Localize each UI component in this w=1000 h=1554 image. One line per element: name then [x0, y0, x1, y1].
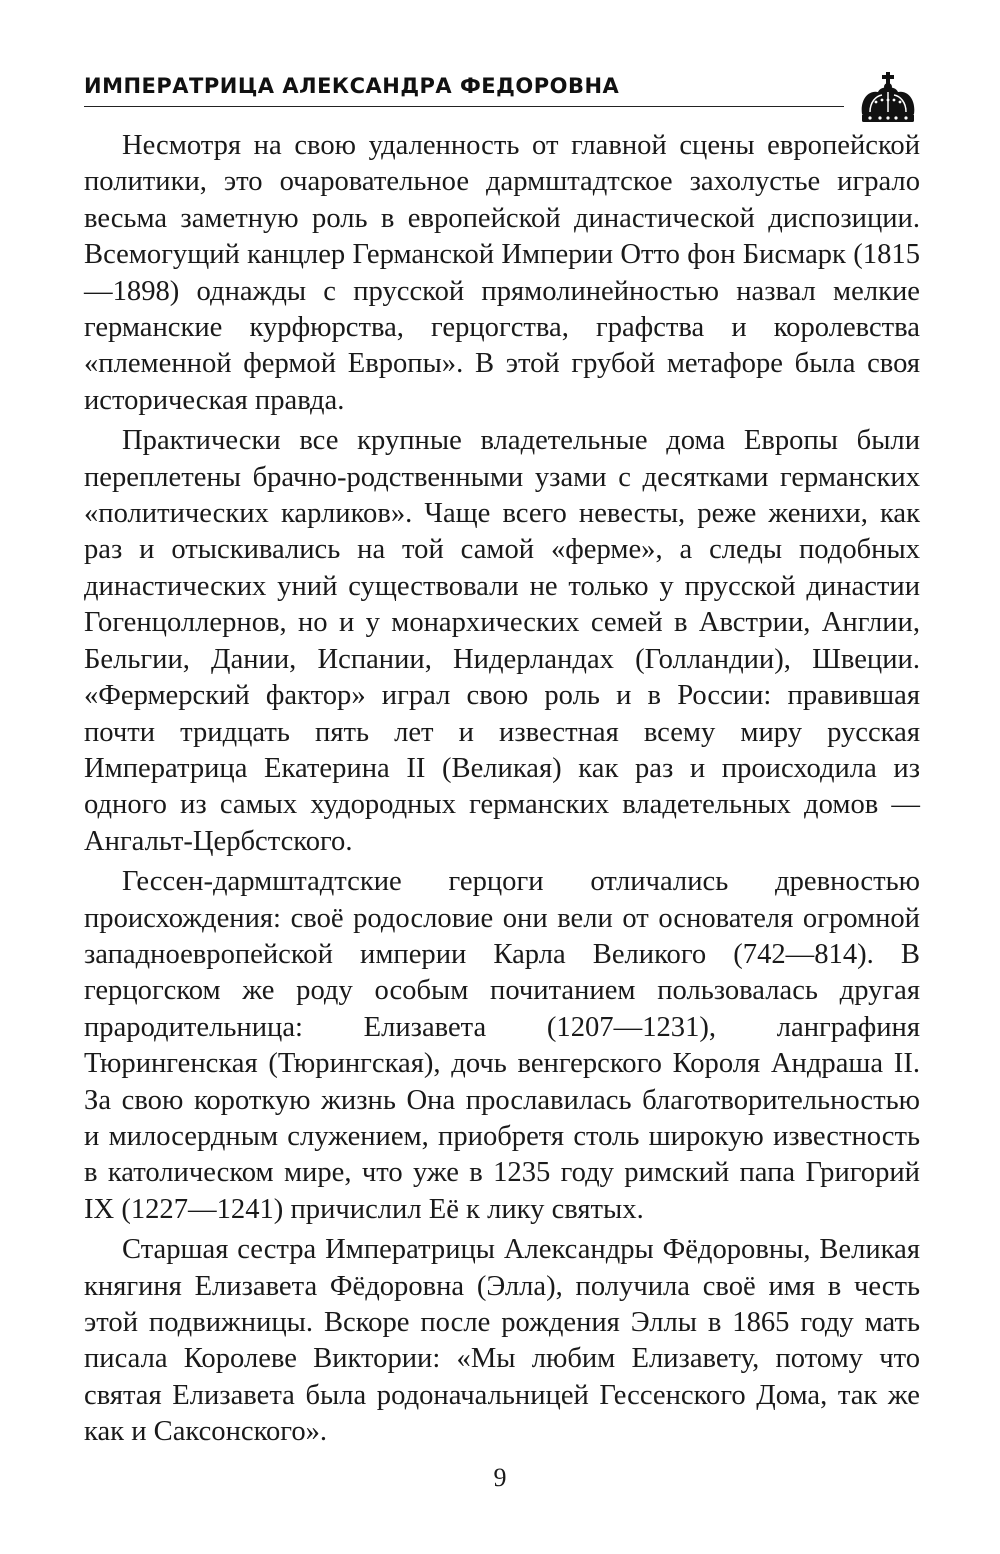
main-text [84, 128, 920, 1455]
running-header [84, 70, 920, 118]
paragraph: Несмотря на свою удаленность от главной сцены европейской политики, это очаровательное дармштадтское захолустье играло весьма заметную роль в европейской династической диспозиции. Всемогущий канцлер Германской Империи Отто фон Бисмарк (1815—1898) однажды с прусской прямолинейностью назвал мелкие германские курфюрства, герцогства, графства и королевства «племенной фермой Европы». В этой грубой метафоре была своя историческая правда. [84, 130, 920, 416]
paragraph: Гессен-дармштадтские герцоги отличались древностью происхождения: своё родословие они вели от основателя огромной западноевропейской империи Карла Великого (742—814). В герцогском же роду особым почитанием пользовалась другая прародительница: Елизавета (1207—1231), ланграфиня Тюрингенская (Тюрингская), дочь венгерского Короля Андраша II. За свою короткую жизнь Она прославилась благотворительностью и милосердным служением, приобретя столь широкую известность в католическом мире, что уже в 1235 году римский папа Григорий IX (1227—1241) причислил Её к лику святых. [84, 866, 920, 1225]
paragraph: Практически все крупные владетельные дома Европы были переплетены брачно-родственными узами с десятками германских «политических карликов». Чаще всего невесты, реже женихи, как раз и отыскивались на той самой «ферме», а следы подобных династических уний существовали не только у прусской династии Гогенцоллернов, но и у монархических семей в Австрии, Англии, Бельгии, Дании, Испании, Нидерландах (Голландии), Швеции. «Фермерский фактор» играл свою роль и в России: правившая почти тридцать пять лет и известная всему миру русская Императрица Екатерина II (Великая) как раз и происходила из одного из самых худородных германских владетельных домов — Ангальт-Цербстского. [84, 425, 920, 857]
header-rule [84, 106, 844, 107]
crown-icon [856, 70, 920, 126]
page-number: 9 [493, 1463, 507, 1492]
paragraph: Старшая сестра Императрицы Александры Фёдоровны, Великая княгиня Елизавета Фёдоровна (Элла), получила своё имя в честь этой подвижницы. Вскоре после рождения Эллы в 1865 году мать писала Королеве Виктории: «Мы любим Елизавету, потому что святая Елизавета была родоначальницей Гессенского Дома, так же как и Саксонского». [84, 1234, 920, 1448]
running-header-title: ИМПЕРАТРИЦА АЛЕКСАНДРА ФЕДОРОВНА [84, 74, 620, 98]
